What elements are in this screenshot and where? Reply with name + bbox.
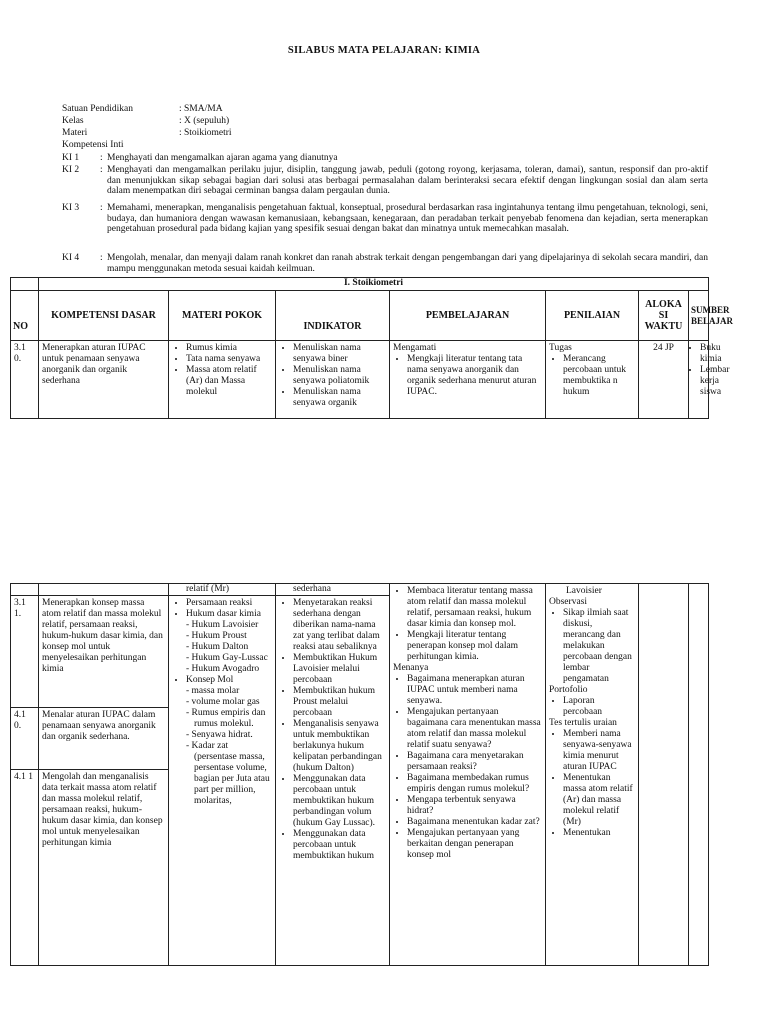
kompetensi-inti-label: Kompetensi Inti [62,140,124,150]
header-no: NO [11,291,39,341]
header-indikator: INDIKATOR [276,291,390,341]
row-no: 4.1 1 [11,770,39,966]
row-kd: Menerapkan konsep massa atom relatif dan massa molekul relatif, persamaan reaksi, hukum-hukum dasar kimia, dan konsep mol untuk menyelesaikan perhitungan kimia [39,596,169,708]
row-materi: • Rumus kimia • Tata nama senyawa • Massa atom relatif (Ar) dan Massa molekul [169,341,276,419]
section-title: I. Stoikiometri [39,278,709,291]
ki-item: KI 1 : Menghayati dan mengamalkan ajaran agama yang dianutnya [62,153,338,163]
row-penilaian: Tugas • Merancang percobaan untuk membuktika n hukum [546,341,639,419]
page-title: SILABUS MATA PELAJARAN: KIMIA [287,45,481,56]
sumber-cell [689,584,709,966]
row-kd: Menalar aturan IUPAC dalam penamaan senyawa anorganik dan organik sederhana. [39,708,169,770]
info-row: Kelas : X (sepuluh) [62,116,230,126]
pembelajaran-cell: • Membaca literatur tentang massa atom relatif dan massa molekul relatif, persamaan reaksi, hukum dasar kimia dan konsep mol. • Mengkaji literatur tentang penerapan konsep mol dalam perhitungan kimia. Menanya • Bagaimana menerapkan aturan IUPAC untuk memberi nama senyawa. • Mengajukan pertanyaan bagaimana cara menentukan massa atom relatif dan massa molekul relatif suatu senyawa? • Bagaimana cara menyetarakan persamaan reaksi? • Bagaimana membedakan rumus empiris dengan rumus molekul? • Mengapa terbentuk senyawa hidrat? • Bagaimana menentukan kadar zat? • Mengajukan pertanyaan yang berkaitan dengan penerapan konsep mol [390,584,546,966]
materi-cell: • Persamaan reaksi • Hukum dasar kimia - Hukum Lavoisier - Hukum Proust - Hukum Dalton - Hukum Gay-Lussac - Hukum Avogadro • Konsep Mol - massa molar - volume molar gas - Rumus empiris dan rumus molekul. - Senyawa hidrat. - Kadar zat (persentase massa, persentase volume, bagian per Juta atau part per million, molaritas, [169,596,276,966]
ki-item: KI 3 : Memahami, menerapkan, menganalisis pengetahuan faktual, konseptual, prosedural berdasarkan rasa ingintahunya tentang ilmu pengetahuan, teknologi, seni, budaya, dan humaniora dengan wawasan kemanusiaan, kebangsaan, kenegaraan, dan peradaban terkait penyebab fenomena dan kejadian, serta menerapkan pengetahuan prosedural pada bidang kajian yang spesifik sesuai dengan bakat dan minatnya untuk memecahkan masalah. [62,203,708,234]
materi-continued: relatif (Mr) [169,584,276,596]
header-penilaian: PENILAIAN [546,291,639,341]
row-kd: Menerapkan aturan IUPAC untuk penamaan senyawa anorganik dan organik sederhana [39,341,169,419]
row-alokasi: 24 JP [639,341,689,419]
info-row: Satuan Pendidikan : SMA/MA [62,104,223,114]
ki-item: KI 2 : Menghayati dan mengamalkan perilaku jujur, disiplin, tanggung jawab, peduli (gotong royong, kerjasama, toleran, damai), santun, responsif dan pro-aktif dan menunjukkan sikap sebagai bagian dari solusi atas berbagai permasalahan dalam berinteraksi secara efektif dengan lingkungan sosial dan alam serta dalam menempatkan diri sebagai cerminan bangsa dalam pergaulan dunia. [62,165,708,196]
header-alokasi: ALOKA SI WAKTU [639,291,689,341]
row-no: 3.1 1. [11,596,39,708]
row-pembelajaran: Mengamati • Mengkaji literatur tentang tata nama senyawa anorganik dan organik sederhana menurut aturan IUPAC. [390,341,546,419]
row-kd: Mengolah dan menganalisis data terkait massa atom relatif dan massa molekul relatif, persamaan reaksi, hukum-hukum dasar kimia, dan konsep mol untuk menyelesaikan perhitungan kimia [39,770,169,966]
header-kd: KOMPETENSI DASAR [39,291,169,341]
ki-item: KI 4 : Mengolah, menalar, dan menyaji dalam ranah konkret dan ranah abstrak terkait dengan pengembangan dari yang dipelajarinya di sekolah secara mandiri, dan mampu menggunakan metoda sesuai kaidah keilmuan. [62,253,708,274]
row-indikator: • Menuliskan nama senyawa biner • Menuliskan nama senyawa poliatomik • Menuliskan nama senyawa organik [276,341,390,419]
syllabus-table [10,277,734,419]
row-sumber: • Buku kimia • Lembar kerja siswa [689,341,709,419]
alokasi-cell [639,584,689,966]
header-sumber: SUMBER BELAJAR [689,291,709,341]
penilaian-cell: Lavoisier Observasi • Sikap ilmiah saat diskusi, merancang dan melakukan percobaan dengan lembar pengamatan Portofolio • Laporan percobaan Tes tertulis uraian • Memberi nama senyawa-senyawa kimia menurut aturan IUPAC • Menentukan massa atom relatif (Ar) dan massa molekul relatif (Mr) • Menentukan [546,584,639,966]
row-no: 4.1 0. [11,708,39,770]
header-materi: MATERI POKOK [169,291,276,341]
header-pembelajaran: PEMBELAJARAN [390,291,546,341]
row-no: 3.1 0. [11,341,39,419]
syllabus-table-continued [10,583,709,966]
info-row: Materi : Stoikiometri [62,128,232,138]
indikator-continued: sederhana [276,584,390,596]
indikator-cell: • Menyetarakan reaksi sederhana dengan diberikan nama-nama zat yang terlibat dalam reaksi atau sebaliknya • Membuktikan Hukum Lavoisier melalui percobaan • Membuktikan hukum Proust melalui percobaan • Menganalisis senyawa untuk membuktikan berlakunya hukum kelipatan perbandingan (hukum Dalton) • Menggunakan data percobaan untuk membuktikan hukum perbandingan volum (hukum Gay Lussac). • Menggunakan data percobaan untuk membuktikan hukum [276,596,390,966]
